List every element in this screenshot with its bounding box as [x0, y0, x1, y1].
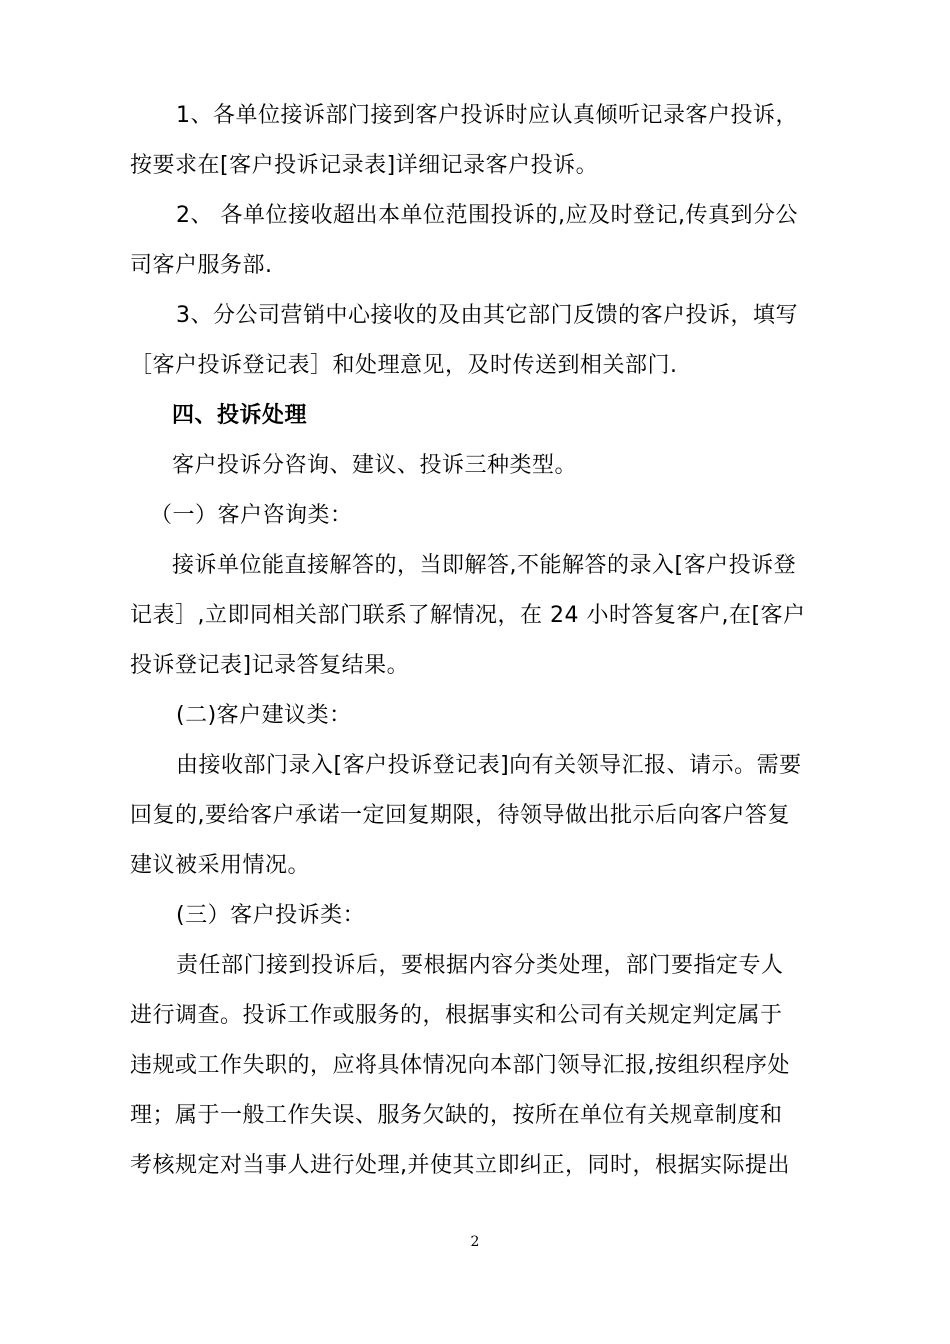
paragraph-5-line-3: 建议被采用情况。 [130, 853, 311, 878]
paragraph-3-line-1: 3、分公司营销中心接收的及由其它部门反馈的客户投诉，填写 [176, 303, 798, 328]
intro-paragraph: 客户投诉分咨询、建议、投诉三种类型。 [172, 453, 578, 478]
page-number: 2 [470, 1234, 480, 1250]
paragraph-3-line-2: ［客户投诉登记表］和处理意见，及时传送到相关部门. [130, 353, 678, 378]
paragraph-4-line-2: 记表］,立即同相关部门联系了解情况，在 24 小时答复客户,在[客户 [130, 603, 806, 628]
paragraph-5-line-1: 由接收部门录入[客户投诉登记表]向有关领导汇报、请示。需要 [176, 753, 802, 778]
paragraph-5-line-2: 回复的,要给客户承诺一定回复期限，待领导做出批示后向客户答复 [130, 803, 790, 828]
paragraph-6-line-4: 理；属于一般工作失误、服务欠缺的，按所在单位有关规章制度和 [130, 1103, 783, 1128]
paragraph-2-line-2: 司客户服务部. [130, 253, 273, 278]
paragraph-6-line-3: 违规或工作失职的，应将具体情况向本部门领导汇报,按组织程序处 [130, 1053, 790, 1078]
paragraph-6-line-2: 进行调查。投诉工作或服务的，根据事实和公司有关规定判定属于 [130, 1003, 783, 1028]
paragraph-2-line-1: 2、 各单位接收超出本单位范围投诉的,应及时登记,传真到分公 [176, 203, 798, 228]
subsection-1-heading: （一）客户咨询类： [150, 503, 353, 528]
paragraph-4-line-1: 接诉单位能直接解答的，当即解答,不能解答的录入[客户投诉登 [172, 553, 797, 578]
paragraph-1-line-2: 按要求在[客户投诉记录表]详细记录客户投诉。 [130, 153, 599, 178]
paragraph-1-line-1: 1、各单位接诉部门接到客户投诉时应认真倾听记录客户投诉， [176, 103, 798, 128]
paragraph-6-line-5: 考核规定对当事人进行处理,并使其立即纠正，同时，根据实际提出 [130, 1153, 790, 1178]
paragraph-6-line-1: 责任部门接到投诉后，要根据内容分类处理，部门要指定专人 [176, 953, 784, 978]
subsection-2-heading: (二)客户建议类： [176, 703, 352, 728]
subsection-3-heading: (三）客户投诉类： [176, 903, 366, 928]
paragraph-4-line-3: 投诉登记表]记录答复结果。 [130, 653, 410, 678]
section-heading: 四、投诉处理 [172, 403, 308, 428]
